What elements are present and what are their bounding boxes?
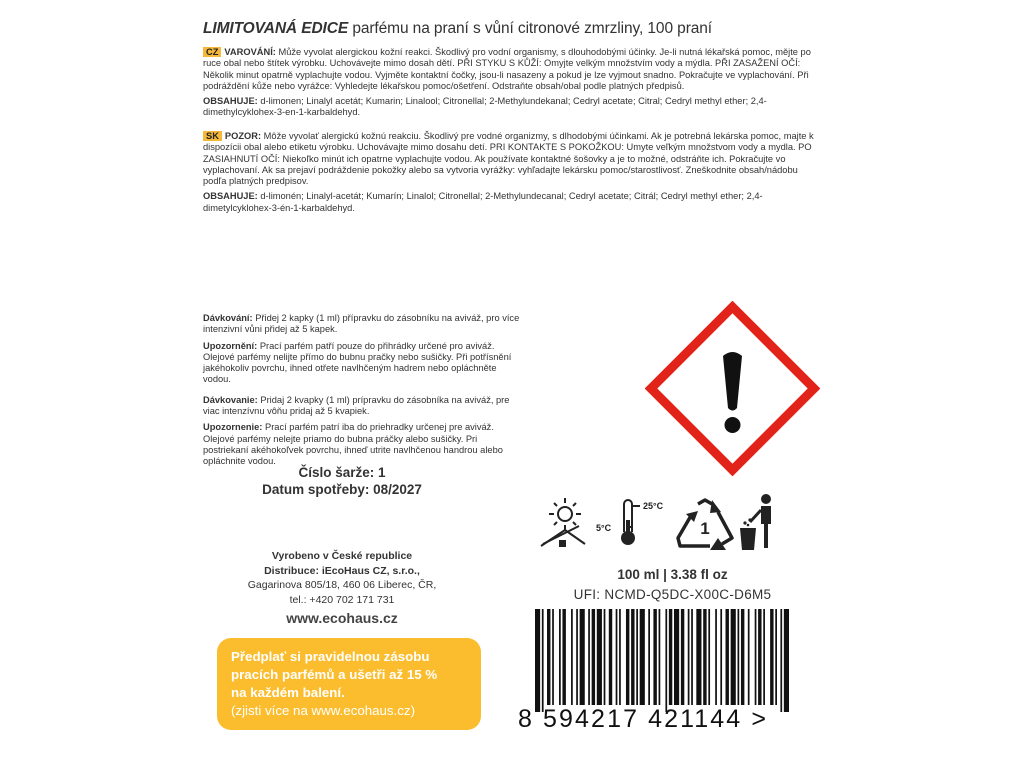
barcode-bar	[691, 609, 693, 705]
cz-warning-label: VAROVÁNÍ:	[224, 47, 276, 57]
sk-warning-text: Môže vyvolať alergickú kožnú reakciu. Škodlivý pre vodné organizmy, s dlhodobými účinkami. Ak je potrebná lekárska pomoc, majte k dispozícii obal alebo etiketu výrobku. Uchovávajte mimo dosahu detí. PRI KONTAKTE S POKOŽKOU: Umyte veľkým množstvom vody a mydla. PO ZASIAHNUTÍ OČÍ: Niekoľko minút ich opatrne vyplachujte vodou. Ak používate kontaktné šošovky a je to možné, odstráňte ich. Pokračujte vo vyplachovaní. Ak sa prejaví podráždenie pokožky alebo sa vytvoria vyrážky: vyhľadajte lekársku pomoc/starostlivosť. Zneškodnite obsah/nádobu podľa platných predpisov.	[203, 131, 814, 187]
notice-sk-text: Prací parfém patrí iba do priehradky určenej pre aviváž. Olejové parfémy nelejte priamo do bubna práčky alebo sušičky. Pri postriekaní akéhokoľvek povrchu, ihneď utrite navlhčenou handrou alebo opláchnite vodou.	[203, 422, 503, 467]
barcode-bar	[696, 609, 701, 705]
barcode-bar	[597, 609, 602, 705]
barcode-bar	[542, 609, 544, 712]
cz-warning-text: Může vyvolat alergickou kožní reakci. Škodlivý pro vodní organismy, s dlouhodobými účinky. Je-li nutná lékařská pomoc, mějte po ruce obal nebo štítek výrobku. Uchovávejte mimo dosah dětí. PŘI STYKU S KŮŽÍ: Omyjte velkým množstvím vody a mýdla. PŘI ZASAŽENÍ OČÍ: Několik minut opatrně vyplachujte vodou. Vyjměte kontaktní čočky, jsou-li nasazeny a pokud je lze vyjmout snadno. Pokračujte ve vyplachování. Při podráždění kůže nebo vyrážce: Vyhledejte lékařskou pomoc/ošetření. Odstraňte obsah/obal podle platných předpisů.	[203, 47, 811, 91]
barcode-bar	[708, 609, 710, 705]
barcode-bar	[552, 609, 554, 705]
barcode-bar	[715, 609, 717, 705]
barcode-bar	[571, 609, 573, 705]
barcode-bar	[562, 609, 565, 705]
barcode-bar	[726, 609, 729, 705]
dosing-sk-text: Pridaj 2 kvapky (1 ml) prípravku do zásobníka na aviváž, pre viac intenzívnu vôňu pridaj až 5 kvapiek.	[203, 394, 510, 417]
title-edition: LIMITOVANÁ EDICE	[203, 20, 349, 37]
barcode-bar	[741, 609, 744, 705]
cz-warning	[203, 47, 823, 92]
barcode-bar	[547, 609, 550, 705]
barcode-bar	[535, 609, 540, 712]
barcode-bar	[631, 609, 634, 705]
sk-warning-block	[203, 131, 823, 218]
barcode-bar	[770, 609, 773, 705]
barcode	[535, 609, 789, 712]
distributor: Distribuce: iEcoHaus CZ, s.r.o.,	[264, 564, 420, 577]
barcode-bar	[559, 609, 561, 705]
promo-line-3: na každém balení.	[231, 685, 345, 700]
recycle-1-icon	[674, 498, 736, 550]
barcode-bar	[659, 609, 661, 705]
thermometer-icon	[594, 494, 664, 552]
barcode-bar	[580, 609, 585, 705]
dosing-cz-label: Dávkování:	[203, 313, 253, 323]
barcode-bar	[619, 609, 621, 705]
barcode-bar	[758, 609, 761, 705]
volume-label: 100 ml | 3.38 fl oz	[617, 567, 728, 582]
barcode-bar	[748, 609, 750, 705]
barcode-bar	[609, 609, 612, 705]
temp-high-label: 25°C	[643, 501, 664, 511]
dosing-sk-label: Dávkovanie:	[203, 394, 258, 405]
notice-cz	[203, 341, 523, 386]
lot-number: Číslo šarže: 1	[298, 465, 386, 480]
barcode-bar	[755, 609, 757, 705]
barcode-bar	[703, 609, 706, 705]
barcode-bar	[592, 609, 595, 705]
cz-contains	[203, 96, 823, 119]
ufi-code: UFI: NCMD-Q5DC-X00C-D6M5	[573, 587, 772, 602]
dosing-block	[203, 313, 523, 473]
barcode-bar	[763, 609, 765, 705]
dosing-sk	[203, 395, 523, 418]
dosing-cz	[203, 313, 523, 336]
notice-sk-label: Upozornenie:	[203, 422, 263, 433]
cz-contains-text: d-limonen; Linalyl acetát; Kumarin; Linalool; Citronellal; 2-Methylundekanal; Cedryl acetate; Citral; Cedryl methyl ether; 2,4-dimethylcyklohex-3-en-1-karbaldehyd.	[203, 96, 767, 118]
sk-contains-label: OBSAHUJE:	[203, 191, 258, 202]
sk-badge: SK	[203, 131, 222, 141]
barcode-bar	[604, 609, 606, 705]
barcode-bar	[731, 609, 736, 705]
barcode-bar	[653, 609, 656, 705]
sk-warning	[203, 131, 823, 187]
barcode-bar	[720, 609, 722, 705]
barcode-bar	[738, 609, 740, 705]
barcode-bar	[648, 609, 650, 705]
phone: tel.: +420 702 171 731	[289, 593, 395, 606]
recycle-code: 1	[700, 519, 710, 538]
notice-cz-label: Upozornění:	[203, 340, 258, 351]
cz-badge: CZ	[203, 47, 221, 57]
title-description: parfému na praní s vůní citronové zmrzliny, 100 praní	[352, 20, 713, 37]
barcode-bar	[640, 609, 645, 705]
temp-low-label: 5°C	[596, 523, 612, 533]
dosing-cz-text: Přidej 2 kapky (1 ml) přípravku do zásobníku na aviváž, pro více intenzivní vůni přidej až 5 kapek.	[203, 313, 520, 335]
waste-bin-person-icon	[736, 492, 780, 554]
barcode-bar	[780, 609, 782, 712]
barcode-bar	[775, 609, 777, 705]
lot-info	[203, 464, 481, 498]
sk-contains	[203, 191, 823, 214]
made-in: Vyrobeno v České republice	[271, 550, 413, 562]
promo-line-4: (zjisti více na www.ecohaus.cz)	[231, 703, 416, 718]
barcode-bar	[688, 609, 690, 705]
barcode-bar	[669, 609, 672, 705]
barcode-bar	[576, 609, 578, 705]
barcode-bar	[681, 609, 684, 705]
sk-contains-text: d-limonén; Linalyl-acetát; Kumarín; Linalol; Citronellal; 2-Methylundecanal; Cedryl acetate; Citrál; Cedryl methyl ether; 2,4-dimetylcyklohex-3-én-1-karbaldehyd.	[203, 191, 763, 213]
cz-contains-label: OBSAHUJE:	[203, 96, 258, 107]
barcode-bar	[674, 609, 679, 705]
barcode-bar	[784, 609, 789, 712]
barcode-bar	[636, 609, 638, 705]
promo-line-1: Předplať si pravidelnou zásobu	[231, 649, 430, 664]
ghs07-exclamation-icon	[645, 301, 820, 476]
notice-sk	[203, 422, 523, 467]
expiry-date: Datum spotřeby: 08/2027	[262, 482, 422, 497]
barcode-bar	[616, 609, 618, 705]
cz-warning-block	[203, 47, 823, 123]
notice-cz-text: Prací parfém patří pouze do přihrádky určené pro aviváž. Olejové parfémy nelijte přímo do bubnu pračky nebo sušičky. Při potřísnění jakéhokoliv povrchu, ihned otřete navlhčeným hadrem nebo opláchněte vodou.	[203, 340, 512, 385]
subscription-promo	[217, 638, 481, 730]
promo-line-2: pracích parfémů a ušetři až 15 %	[231, 667, 438, 682]
barcode-bar	[626, 609, 629, 705]
barcode-bar	[665, 609, 667, 712]
website-link[interactable]: www.ecohaus.cz	[286, 610, 398, 626]
manufacturer-info	[203, 549, 481, 607]
barcode-bar	[588, 609, 590, 705]
address: Gagarinova 805/18, 460 06 Liberec, ČR,	[247, 579, 437, 591]
product-title	[203, 20, 712, 38]
sun-house-icon	[535, 494, 591, 552]
barcode-number: 8 594217 421144 >	[518, 705, 769, 733]
sk-warning-label: POZOR:	[224, 131, 262, 141]
